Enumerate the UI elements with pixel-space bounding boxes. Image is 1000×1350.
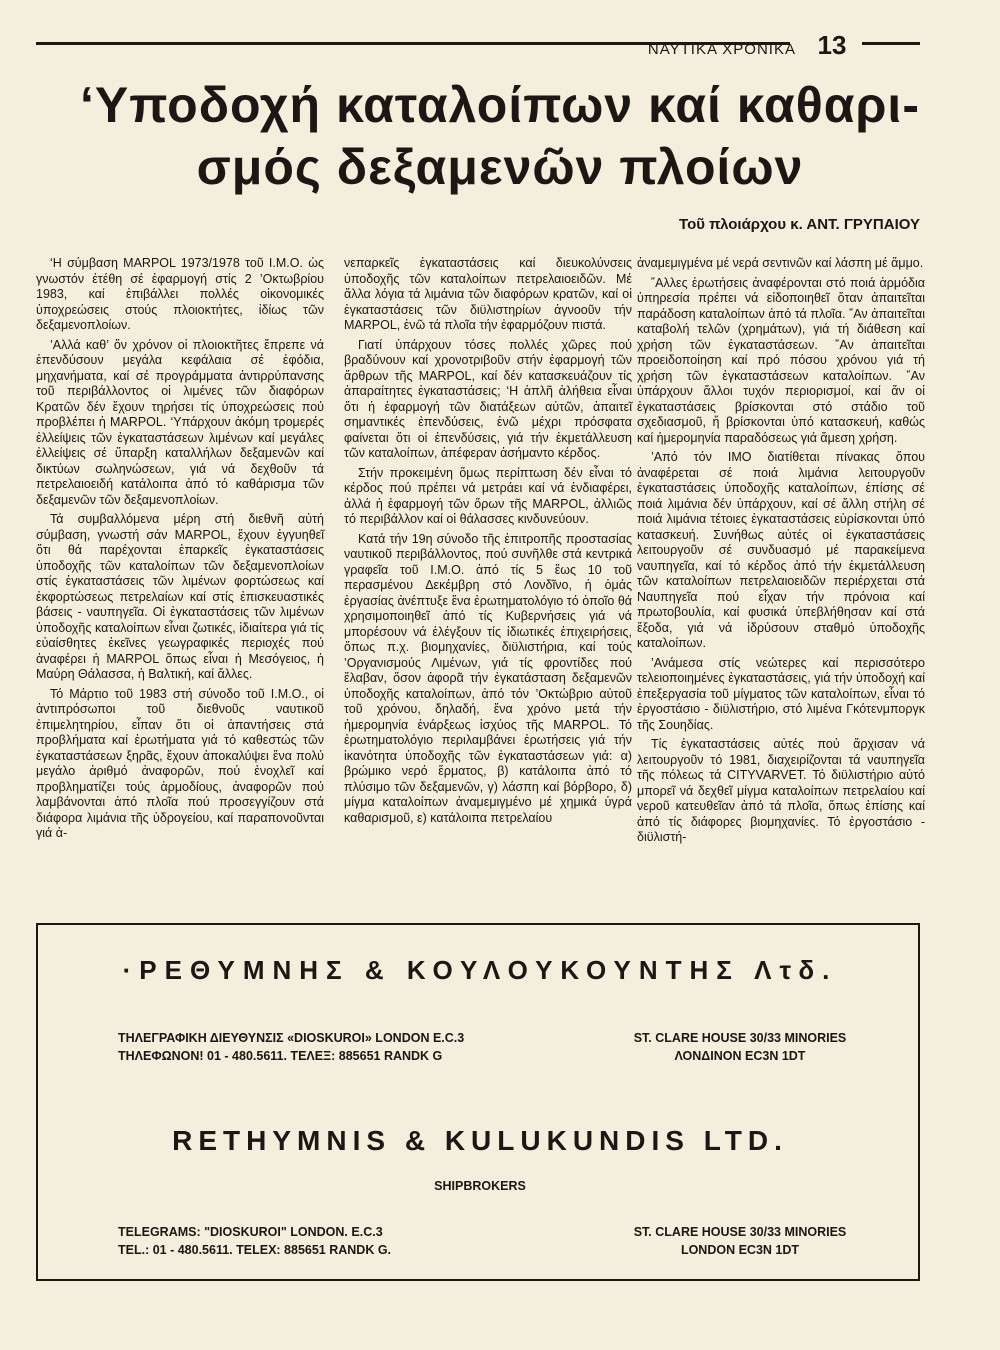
ad-greek-telephone: ΤΗΛΕΦΩΝΟΝ! 01 - 480.5611. ΤΕΛΕΞ: 885651 RANDK G [118, 1049, 443, 1063]
page-number: 13 [817, 30, 847, 60]
paragraph: ’Από τόν ΙΜΟ διατίθεται πίνακας ὅπου ἀναφέρεται σέ ποιά λιμάνια λειτουργοῦν ἐγκαταστάσεις ὑποδοχῆς καταλοίπων, ἐπίσης σέ ποιά λιμάνια δέν ὑπάρχουν, καί σέ ἄλλη στήλη σέ ποιά λιμάνια τέτοιες ἐγκαταστάσεις εὑρίσκονται ὑπό κατασκευή. Συνήθως αὐτές οἱ ἐγκαταστάσεις λειτουργοῦν σέ συνδυασμό μέ παρακείμενα ναυπηγεῖα, καί τό κέρδος ἀπό τήν ἐκμετάλλευση τῶν καταλοίπων πετρελαιοειδῶν περιέρχεται στά Ναυπηγεῖα πού εἶχαν τήν πρόνοια καί πρωτοβουλία, καί φυσικά ὑπεβλήθησαν καί στά ἔξοδα, γιά νά ἱδρύσουν σταθμό ὑποδοχῆς καταλοίπων. [637, 450, 925, 650]
paragraph: ἀναμεμιγμένα μέ νερά σεντινῶν καί λάσπη μέ ἄμμο. [637, 256, 924, 270]
ad-company-name-english: RETHYMNIS & KULUKUNDIS LTD. [172, 1125, 788, 1156]
ad-greek-telegraphic: ΤΗΛΕΓΡΑΦΙΚΗ ΔΙΕΥΘΥΝΣΙΣ «DIOSKUROI» LONDON E.C.3 [118, 1031, 465, 1045]
paragraph: ’Ανάμεσα στίς νεώτερες καί περισσότερο τελειοποιημένες ἐγκαταστάσεις, γιά τήν ὑποδοχή καί ἐπεξεργασία τοῦ μίγματος τῶν καταλοίπων, εἶναι τό ἐργοστάσιο - διϋλιστήριο, στό λιμένα Γκότενμποργκ τῆς Σουηδίας. [637, 655, 925, 732]
ad-shipbrokers: SHIPBROKERS [434, 1179, 526, 1193]
ad-greek-address-line1: ST. CLARE HOUSE 30/33 MINORIES [633, 1031, 847, 1045]
ad-english-address-line1: ST. CLARE HOUSE 30/33 MINORIES [633, 1225, 847, 1239]
paragraph: Τίς ἐγκαταστάσεις αὐτές πού ἄρχισαν νά λειτουργοῦν τό 1981, διαχειρίζονται τά ναυπηγεῖα τῆς πόλεως τά CITYVARVET. Τό διϋλιστήριο αὐτό μπορεῖ νά δεχθεῖ μίγμα καταλοίπων πετρελαίου καί νεροῦ κατευθεῖαν ἀπό τά πλοῖα, ὅπως ἐπίσης καί ἀπό τίς διάφορες βιομηχανίες. Τό ἐργοστάσιο - διϋλιστή- [637, 737, 925, 844]
paragraph: Τά συμβαλλόμενα μέρη στή διεθνῆ αὐτή σύμβαση, γνωστή σάν MARPOL, ἔχουν ἐγγυηθεῖ ὅτι θά παρέχονται ἐπαρκεῖς ἐγκαταστάσεις ὑποδοχῆς τῶν καταλοίπων τῶν δεξαμενοπλοίων στίς ἐγκαταστάσεις τῶν λιμένων φορτώσεως καί ἐκφορτώσεως πετρελαίων καί στίς ἐπισκευαστικές βάσεις - ναυπηγεῖα. Οἱ ἐγκαταστάσεις τῶν λιμένων ὑποδοχῆς καταλοίπων εἶναι ζωτικές, ἰδιαίτερα γιά τίς εὐαίσθητες ἐκεῖνες γεωγραφικές περιοχές πού ἀναφέρει ἡ MARPOL ὅπως εἶναι ἡ Μεσόγειος, ἡ Μαύρη Θάλασσα, ἡ Βαλτική, καί ἄλλες. [36, 512, 324, 681]
header-rule-right [862, 42, 920, 45]
ad-greek-address-line2: ΛΟΝΔΙΝΟΝ EC3N 1DT [674, 1049, 806, 1063]
paragraph: Κατά τήν 19η σύνοδο τῆς ἐπιτροπῆς προστασίας ναυτικοῦ περιβάλλοντος, πού συνῆλθε στά κεντρικά γραφεῖα τοῦ Ι.Μ.Ο. ἀπό τίς 5 ἕως 10 τοῦ περασμένου Δεκέμβρη στό Λονδῖνο, ἡ ὁμάς ἐργασίας ἀνέπτυξε ἕνα ἐρωτηματολόγιο τό ὁποῖο θά χρησιμοποιηθεῖ ἀπό τίς Κυβερνήσεις γιά νά μπορέσουν νά ἐλέγξουν τίς ἰδιωτικές ἐπιχειρήσεις, ὅπως π.χ. βιομηχανίες, διϋλιστήρια, καί τούς ’Οργανισμούς Λιμένων, γιά τίς φροντίδες πού ἔλαβαν, ὅσον ἀφορᾶ τήν ἐγκατάσταση δεξαμενῶν ὑποδοχῆς καταλοίπων, ἀπό τόν ’Οκτώβριο αὐτοῦ τοῦ χρόνου, δηλαδή, ἕνα χρόνο μετά τήν ἡμερομηνία ἐνάρξεως ἰσχύος τῆς MARPOL. Τό ἐρωτηματολόγιο περιλαμβάνει ἐρωτήσεις γιά τήν ἱκανότητα ὑποδοχῆς τῶν ἐγκαταστάσεων γιά: α) βρώμικο νερό ἕρματος, β) κατάλοιπα ἀπό τό πλύσιμο τῶν δεξαμενῶν, γ) λάσπη καί βόρβορο, δ) μίγμα καταλοίπων ἀναμεμιγμένο μέ χημικά ὑγρά καθαρισμοῦ, ε) κατάλοιπα πετρελαίου [344, 531, 632, 825]
article-column-2 [344, 256, 632, 830]
article-title [30, 74, 970, 198]
paragraph: ῎Αλλες ἐρωτήσεις ἀναφέρονται στό ποιά ἁρμόδια ὑπηρεσία πρέπει νά εἰδοποιηθεῖ ὅταν ἀπαιτεῖται παράδοση καταλοίπων ἀπό τά πλοῖα. ῎Αν ἀπαιτεῖται καταβολή τελῶν (χρημάτων), γιά τή διάθεση καί χρήση τῶν ἐγκαταστάσεων. ῎Αν ἀπαιτεῖται προειδοποίηση καί πρό πόσου χρόνου γιά τή χρήση τῶν ἐγκαταστάσεων καταλοίπων. ῎Αν ὑπάρχουν ἄλλοι τυχόν περιορισμοί, καί ἄν οἱ ἐγκαταστάσεις βρίσκονται στό στάδιο τοῦ σχεδιασμοῦ, ἤ βρίσκονται ὑπό κατασκευή, καθώς καί ἡμερομηνία παραδόσεως γιά ἄμεση χρήση. [637, 275, 925, 445]
ad-english-telephone: TEL.: 01 - 480.5611. TELEX: 885651 RANDK G. [118, 1243, 392, 1257]
article-column-1 [36, 256, 324, 846]
ad-english-telegrams: TELEGRAMS: "DIOSKUROI" LONDON. E.C.3 [118, 1225, 383, 1239]
ad-company-name-greek: ·ΡΕΘΥΜΝΗΣ & ΚΟΥΛΟΥΚΟΥΝΤΗΣ Λτδ. [122, 955, 838, 985]
ad-english-address-line2: LONDON EC3N 1DT [680, 1243, 800, 1257]
paragraph: Τό Μάρτιο τοῦ 1983 στή σύνοδο τοῦ Ι.Μ.Ο., οἱ ἀντιπρόσωποι τοῦ διεθνοῦς ναυτικοῦ ἐπιμελητηρίου, εἶπαν ὅτι οἱ ἀπαντήσεις στά προβλήματα καί ἐρωτήματα γιά τό καθεστώς τῶν ἐγκαταστάσεων ξηρᾶς, ἔχουν ἀποκαλύψει ἕνα πολύ μεγάλο ἀριθμό ἀναφορῶν, πού ἐνοχλεῖ καί προβληματίζει τούς ἁρμοδίους, ἀναφορῶν πού λαμβάνονται ἀπό πλοῖα πού προσεγγίζουν στά διάφορα λιμάνια τῆς ὑδρογείου, καί παραπονοῦνται γιά ἀ- [36, 686, 324, 840]
article-column-3 [637, 256, 925, 850]
advertisement [36, 923, 920, 1281]
running-head: ΝΑΥΤΙΚΑ ΧΡΟΝΙΚΑ [647, 41, 796, 58]
paragraph: Γιατί ὑπάρχουν τόσες πολλές χῶρες πού βραδύνουν καί χρονοτριβοῦν στήν ἐφαρμογή τῶν ἄρθρων τῆς MARPOL, καί δέν κατασκευάζουν τίς ἀπαραίτητες ἐγκαταστάσεις; ‘Η ἁπλῆ ἀλήθεια εἶναι ὅτι ἡ ἐφαρμογή τῶν διατάξεων αὐτῶν, ἀπαιτεῖ σημαντικές ἐπενδύσεις, ἐνῶ μέχρι πρόσφατα φαίνεται ὅτι οἱ ἐπενδύσεις, γιά τήν ἐκμετάλλευση τῶν καταλοίπων, ἀπέφεραν ἀσήμαντο κέρδος. [344, 337, 632, 460]
paragraph: ’Αλλά καθ’ ὅν χρόνον οἱ πλοιοκτῆτες ἔπρεπε νά ἐπενδύσουν μεγάλα κεφάλαια σέ ἐφόδια, μηχανήματα, καί σέ προγράμματα ἀντιρρύπανσης τοῦ περιβάλλοντος οἱ λιμένες τῶν διαφόρων Κρατῶν δέν ἔχουν τηρήσει τίς ὑποχρεώσεις πού προβλέπει ἡ MARPOL. ‘Υπάρχουν ἀκόμη τρομερές ἐλλείψεις τῶν ἐγκαταστάσεων λιμένων καί μεγάλες ἐλλείψεις σέ ὕπαρξη καταλλήλων δεξαμενῶν καί δικτύων σωληνώσεων, γιά νά δεχθοῦν τά πετρελαιοειδή κατάλοιπα ἀπό τό καθάρισμα τῶν δεξαμενῶν τῶν δεξαμενοπλοίων. [36, 337, 324, 507]
article-title-line2: σμός δεξαμενῶν πλοίων [196, 139, 804, 195]
paragraph: νεπαρκεῖς ἐγκαταστάσεις καί διευκολύνσεις ὑποδοχῆς τῶν καταλοίπων πετρελαιοειδῶν. Μέ ἄλλα λόγια τά λιμάνια τῶν διαφόρων κρατῶν, καί οἱ ἐγκαταστάσεις τῶν διϋλιστηρίων ἀγνοοῦν τήν MARPOL, ἐνῶ τά πλοῖα τήν ἐφαρμόζουν πιστά. [344, 256, 632, 332]
paragraph: ‘Η σύμβαση MARPOL 1973/1978 τοῦ Ι.Μ.Ο. ὡς γνωστόν ἐτέθη σέ ἐφαρμογή στίς 2 ’Οκτωβρίου 1983, καί ἐπιβάλλει πολλές οἰκονομικές ὑποχρεώσεις στούς πλοιοκτήτες, ἰδίως τῶν δεξαμενοπλοίων. [36, 256, 324, 332]
article-title-line1: ‘Υποδοχή καταλοίπων καί καθαρι- [80, 77, 920, 133]
byline: Τοῦ πλοιάρχου κ. ΑΝΤ. ΓΡΥΠΑΙΟΥ [679, 216, 920, 233]
paragraph: Στήν προκειμένη ὅμως περίπτωση δέν εἶναι τό κέρδος πού πρέπει νά μετράει καί νά ἐνδιαφέρει, ἀλλά ἡ ἐφαρμογή τῶν ὅρων τῆς MARPOL, ἀλλιῶς τό περιβάλλον καί οἱ θάλασσες κινδυνεύουν. [344, 465, 632, 526]
